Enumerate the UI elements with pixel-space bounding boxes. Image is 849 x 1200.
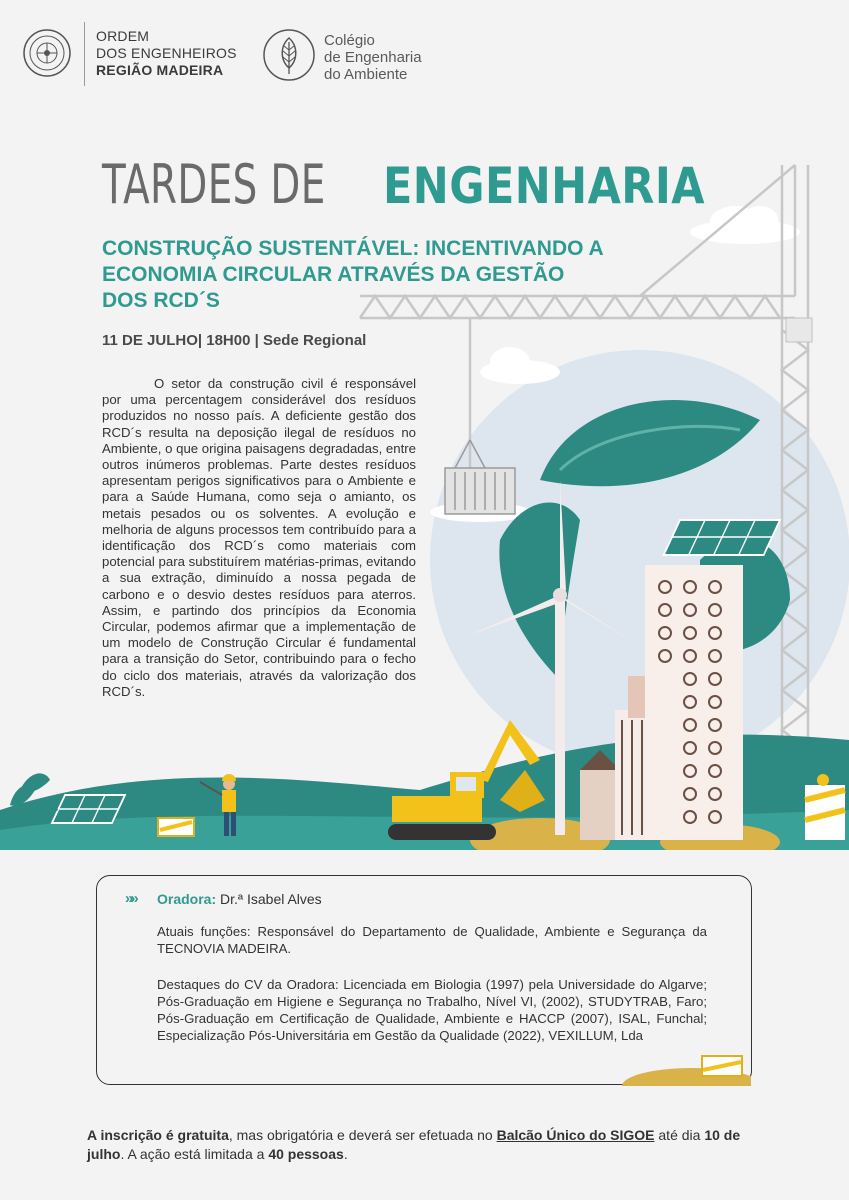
title-part1: TARDES DE <box>102 153 326 216</box>
leaf-icon <box>262 28 316 82</box>
org-line2: DOS ENGENHEIROS <box>96 45 237 61</box>
header-logos <box>22 22 482 88</box>
speaker-functions: Atuais funções: Responsável do Departamento de Qualidade, Ambiente e Segurança da TECNOVIA MADEIRA. <box>157 924 707 956</box>
org-line3: REGIÃO MADEIRA <box>96 62 224 78</box>
speaker-cv: Destaques do CV da Oradora: Licenciada em Biologia (1997) pela Universidade do Algarve; Pós-Graduação em Higiene e Segurança no Trabalho, Nível VI, (2002), STUDYTRAB, Faro; Pós-Graduação em Certificação de Qualidade, Ambiente e HACCP (2007), ISAL, Funchal; Especialização Pós-Universitária em Gestão da Qualidade (2022), VEXILLUM, Lda <box>157 977 707 1043</box>
college-line1: Colégio <box>324 32 375 49</box>
sand-barrier-decoration <box>617 1046 751 1086</box>
free-registration-text: A inscrição é gratuita <box>87 1127 229 1143</box>
sigoe-link[interactable]: Balcão Único do SIGOE <box>496 1127 655 1143</box>
speaker-label: Oradora: <box>157 891 217 907</box>
registration-note <box>87 1126 777 1164</box>
chevron-right-icon: »» <box>125 890 136 907</box>
participant-limit: 40 pessoas <box>268 1146 344 1162</box>
speaker-box <box>96 875 752 1085</box>
org-name <box>96 28 237 79</box>
footer-text-3: . A ação está limitada a <box>120 1146 269 1162</box>
event-description <box>102 376 416 700</box>
event-title <box>102 150 757 219</box>
order-seal-logo <box>22 28 72 78</box>
college-line2: de Engenharia <box>324 49 422 66</box>
speaker-name-line <box>157 891 322 907</box>
logo-divider <box>84 22 85 86</box>
college-name <box>324 32 422 83</box>
event-date-location: 11 DE JULHO| 18H00 | Sede Regional <box>102 332 367 349</box>
title-part2: ENGENHARIA <box>382 157 705 215</box>
footer-text-4: . <box>343 1146 348 1162</box>
org-line1: ORDEM <box>96 28 150 44</box>
description-paragraph: O setor da construção civil é responsável por uma percentagem considerável dos resíduos produzidos no nosso país. A deficiente gestão dos RCD´s resulta na deposição ilegal de resíduos no Ambiente, o que origina paisagens degradadas, entre outros inúmeros problemas. Parte destes resíduos apresentam perigos significativos para o Ambiente e para a Saúde Humana, como seja o amianto, os metais pesados ou os solventes. A evolução e melhoria de alguns processos tem contribuído para a identificação dos RCD´s como materiais com potencial para substituírem matérias-primas, evitando a sua extração, diminuído a nossa pegada de carbono e o desvio destes resíduos para aterros. Assim, e partindo dos princípios da Economia Circular, podemos afirmar que a implementação de um modelo de Construção Circular é fundamental para a transição do Setor, contribuindo para o fecho do ciclo dos materiais, através da valorização dos RCD´s. <box>102 376 416 699</box>
speaker-name: Dr.ª Isabel Alves <box>216 891 322 907</box>
college-line3: do Ambiente <box>324 66 408 83</box>
event-subtitle: CONSTRUÇÃO SUSTENTÁVEL: INCENTIVANDO A ECONOMIA CIRCULAR ATRAVÉS DA GESTÃO DOS RCD´S <box>102 237 603 312</box>
footer-text-2: até dia <box>654 1127 705 1143</box>
deadline-date: 10 de julho <box>87 1127 741 1162</box>
footer-text-1: , mas obrigatória e deverá ser efetuada no <box>228 1127 497 1143</box>
